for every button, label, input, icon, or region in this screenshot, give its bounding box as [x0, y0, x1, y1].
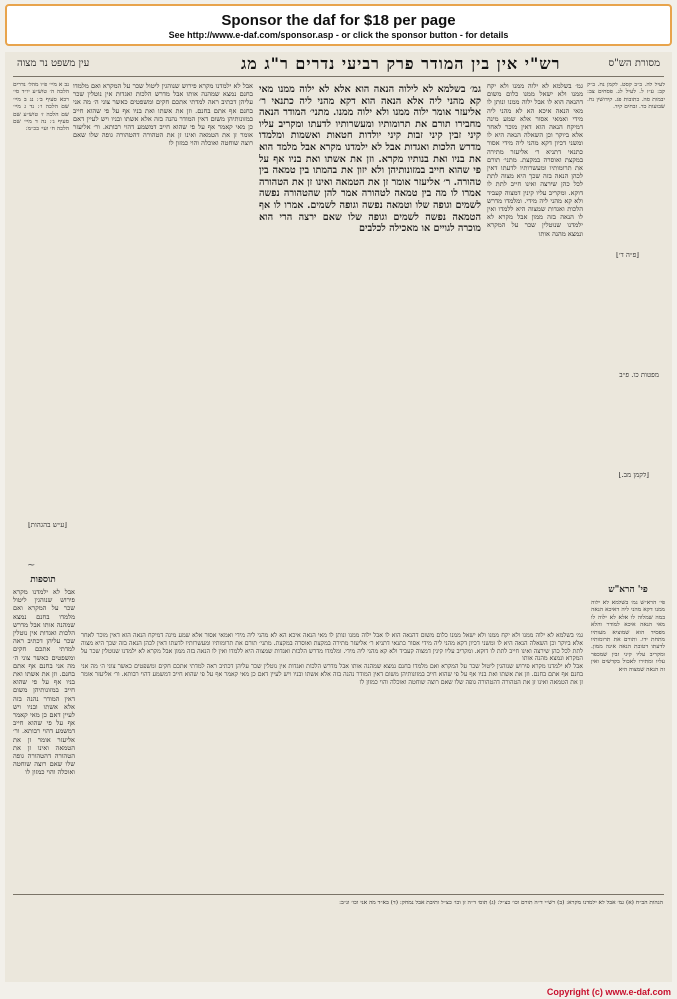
- rashi-column: [487, 82, 583, 622]
- tosafot-lower-column: [13, 588, 75, 888]
- sponsor-banner[interactable]: [5, 4, 672, 46]
- rosh-column: [591, 600, 665, 890]
- talmud-page: [5, 52, 672, 982]
- rashi-text: גמ׳ בשלמא לא ילוה ממנו ולא יקח ממנו ולא ישאל ממנו כלום משום דהנאה הוא לו אבל ילוה ממנו ונותן לו מאי הנאה איכא הא לא מהני ליה מידי ואמאי אסור אלא שמע מינה דמיקח הנאה הוא דאין מוכר לאחר אלא ביוקר וכן השאלה הנאה היא לו ומשני דכיון דקא מהני ליה מידי אסור כתנאי דתניא ר׳ אליעזר מתירה במקצת ואוסרה במקצת. מתני׳ תורם את תרומותיו ומעשרותיו לדעתו דאין לכהן הנאה בזה שכך היא מצוה לתת לכל כהן שירצה ואינו חייב לתת לו דוקא. ומקריב עליו קינין דמצוה קעביד ולא קא מהני ליה מידי. ומלמדו מדרש הלכות ואגדות שמצוה היא ללמדו ואין לו הנאה בזה ממון אבל מקרא לא ילמדנו שנוטלין שכר על המקרא ונמצא מהנה אותו: [487, 82, 583, 238]
- side-note: [589, 252, 639, 264]
- sponsor-title[interactable]: Sponsor the daf for $18 per page: [221, 12, 456, 29]
- commentary-wide-text-2: אבל לא ילמדנו מקרא פירוש שנוהגין ליטול שכר על המקרא ואם מלמדו בחנם נמצא שמהנה אותו אבל מדרש הלכות ואגדות אין נוטלין שכר עליהן דכתיב ראה למדתי אתכם חקים ומשפטים כאשר צוני ה׳ מה אני בחנם אף אתם בחנם. וזן את אשתו ואת בניו אף על פי שהוא חייב במזונותיהן משום דאין המודר נהנה בזה אלא אשתו ובניו ויש לעיין דאם כן מאי קאמר אף על פי שהוא חייב דמשמע דהוי רבותא. ור׳ אליעזר אומר זן את הטמאה ואינו זן את הטהורה דהטהורה גופה שלו שאם רוצה שוחטה ואוכלה והוי כמזון לו: [81, 663, 583, 686]
- tosafot-lower-text: אבל לא ילמדנו מקרא פירוש שנוהגין ליטול שכר על המקרא ואם מלמדו בחנם נמצא שמהנה אותו אבל מדרש הלכות ואגדות אין נוטלין שכר עליהן דכתיב ראה למדתי אתכם חקים ומשפטים כאשר צוני ה׳ מה אני בחנם אף אתם בחנם. וזן את אשתו ואת בניו אף על פי שהוא חייב במזונותיהן משום דאין המודר נהנה בזה אלא אשתו ובניו ויש לעיין דאם כן מאי קאמר אף על פי שהוא חייב דמשמע דהוי רבותא. ור׳ אליעזר אומר זן את הטמאה ואינו זן את הטהורה דהטהורה גופה שלו שאם רוצה שוחטה ואוכלה והוי כמזון לו: [13, 588, 75, 777]
- masoret-column: [587, 82, 665, 602]
- rosh-text: פי׳ הרא״ש גמ׳ בשלמא לא ילוה ממנו דקא מהני ליה דאיכא הנאה במה שמלוה לו אלא לא ילוה לו מאי הנאה איכא למודר והלא מפסיד הוא שמוציא מעותיו מתחת ידו. ותורם את תרומותיו לדעתו דטובת הנאה אינה ממון. ומקריב עליו קיני זבין שמכפר עליו ומתירו לאכול בקדשים ואין זה הנאה שמצוה היא: [591, 600, 665, 673]
- side-note: [15, 522, 67, 534]
- footnotes-block: [15, 900, 663, 970]
- side-note: [589, 472, 649, 484]
- side-note-text: [לקמן מב.]: [618, 472, 649, 479]
- footnotes-text: הגהות הב״ח (א) גמ׳ אבל לא ילמדנו מקרא: (ב) רש״י ד״ה תורם וכו׳ כצ״ל: (ג) תוס׳ ד״ה זן וכו׳ כצ״ל ותיבת אבל נמחק: (ד) בא״ד מה אני וכו׳ ונ״ב:: [339, 900, 663, 906]
- copyright-link[interactable]: Copyright (c) www.e-daf.com: [546, 987, 671, 997]
- gemara-column: [259, 84, 481, 614]
- ornament-divider: ~: [27, 560, 38, 571]
- ein-mishpat-column: [13, 82, 69, 582]
- sponsor-subtitle[interactable]: See http://www.e-daf.com/sponsor.asp - or click the sponsor button - for details: [168, 30, 509, 40]
- header-rule: [13, 76, 664, 77]
- side-note: [589, 372, 659, 384]
- header-masoret: מסורת הש"ס: [608, 58, 660, 69]
- rosh-label: פי' הרא"ש: [608, 585, 648, 595]
- side-note-text: [פ״ה ד׳]: [615, 252, 639, 259]
- tosafot-text: אבל לא ילמדנו מקרא פירוש שנוהגין ליטול שכר על המקרא ואם מלמדו בחנם נמצא שמהנה אותו אבל מדרש הלכות ואגדות אין נוטלין שכר עליהן דכתיב ראה למדתי אתכם חקים ומשפטים כאשר צוני ה׳ מה אני בחנם אף אתם בחנם. וזן את אשתו ואת בניו אף על פי שהוא חייב במזונותיהן משום דאין המודר נהנה בזה אלא אשתו ובניו ויש לעיין דאם כן מאי קאמר אף על פי שהוא חייב דמשמע דהוי רבותא. ור׳ אליעזר אומר זן את הטמאה ואינו זן את הטהורה דהטהורה גופה שלו שאם רוצה שוחטה ואוכלה והוי כמזון לו: [73, 82, 253, 148]
- side-note-text: מפטות כו. פ״ב: [619, 372, 659, 379]
- masoret-text: לעיל לה. ב״ב קסט. לקמן נח. ב״ק קב: ע״ז ל. לעיל לג. פסחים צב: יבמות סה. כתובות פג. קידושין נח. שבועות כד. זבחים קיד.: [587, 82, 665, 111]
- commentary-wide-block: [81, 632, 583, 882]
- tosafot-label: תוספות: [30, 575, 56, 585]
- page-title: רש"י אין בין המודר פרק רביעי נדרים ר"ג מג: [241, 54, 561, 73]
- footnote-rule: [13, 894, 664, 895]
- header-ein-mishpat: עין משפט נר מצוה: [17, 58, 90, 69]
- tosafot-column: [73, 82, 253, 622]
- side-note-text: [ע״ש בהגהות]: [27, 522, 67, 529]
- commentary-wide-text: גמ׳ בשלמא לא ילוה ממנו ולא יקח ממנו ולא ישאל ממנו כלום משום דהנאה הוא לו אבל ילוה ממנו ונותן לו מאי הנאה איכא הא לא מהני ליה מידי ואמאי אסור אלא שמע מינה דמיקח הנאה הוא דאין מוכר לאחר אלא ביוקר וכן השאלה הנאה היא לו ומשני דכיון דקא מהני ליה מידי אסור כתנאי דתניא ר׳ אליעזר מתירה במקצת ואוסרה במקצת. מתני׳ תורם את תרומותיו ומעשרותיו לדעתו דאין לכהן הנאה בזה שכך היא מצוה לתת לכל כהן שירצה ואינו חייב לתת לו דוקא. ומקריב עליו קינין דמצוה קעביד ולא קא מהני ליה מידי. ומלמדו מדרש הלכות ואגדות שמצוה היא ללמדו ואין לו הנאה בזה ממון אבל מקרא לא ילמדנו שנוטלין שכר על המקרא ונמצא מהנה אותו: [81, 632, 583, 663]
- gemara-text: גמ׳ בשלמא לא לילוה הנאה הוא אלא לא ילוה ממנו מאי קא מהני ליה אלא הנאה הוא דקא מהני ליה כתנאי ר׳ אליעזר אומר ילוה ממנו ולא ילוה ממנו. מתני׳ המודר הנאה מחבירו תורם את תרומותיו ומעשרותיו לדעתו ומקריב עליו קיני זבין קיני זבות קיני יולדות חטאות ואשמות ומלמדו מדרש הלכות ואגדות אבל לא ילמדנו מקרא אבל מלמד הוא את בניו ואת בנותיו מקרא. וזן את אשתו ואת בניו אף על פי שהוא חייב במזונותיהן ולא יזון את בהמתו בין טמאה בין טהורה. ר׳ אליעזר אומר זן את הטמאה ואינו זן את הטהורה אמרו לו מה בין טמאה לטהורה אמר להן שהטהורה נפשה לשמים וגופה שלו וטמאה נפשה וגופה לשמים. אמרו לו אף הטמאה נפשה לשמים וגופה שלו שאם ירצה הרי הוא מוכרה לגויים או מאכילה לכלבים: [259, 84, 481, 235]
- ein-mishpat-text: נב א מיי׳ פ״ו מהל׳ נדרים הלכה ה׳ טוש״ע יו״ד סי׳ רכא סעיף ב׳: נג ב מיי׳ שם הלכה ו׳: נד ג מיי׳ שם הלכה ז׳ טוש״ע שם סעיף ג׳: נה ד מיי׳ שם הלכה ח׳ ועי׳ בכ״מ:: [13, 82, 69, 133]
